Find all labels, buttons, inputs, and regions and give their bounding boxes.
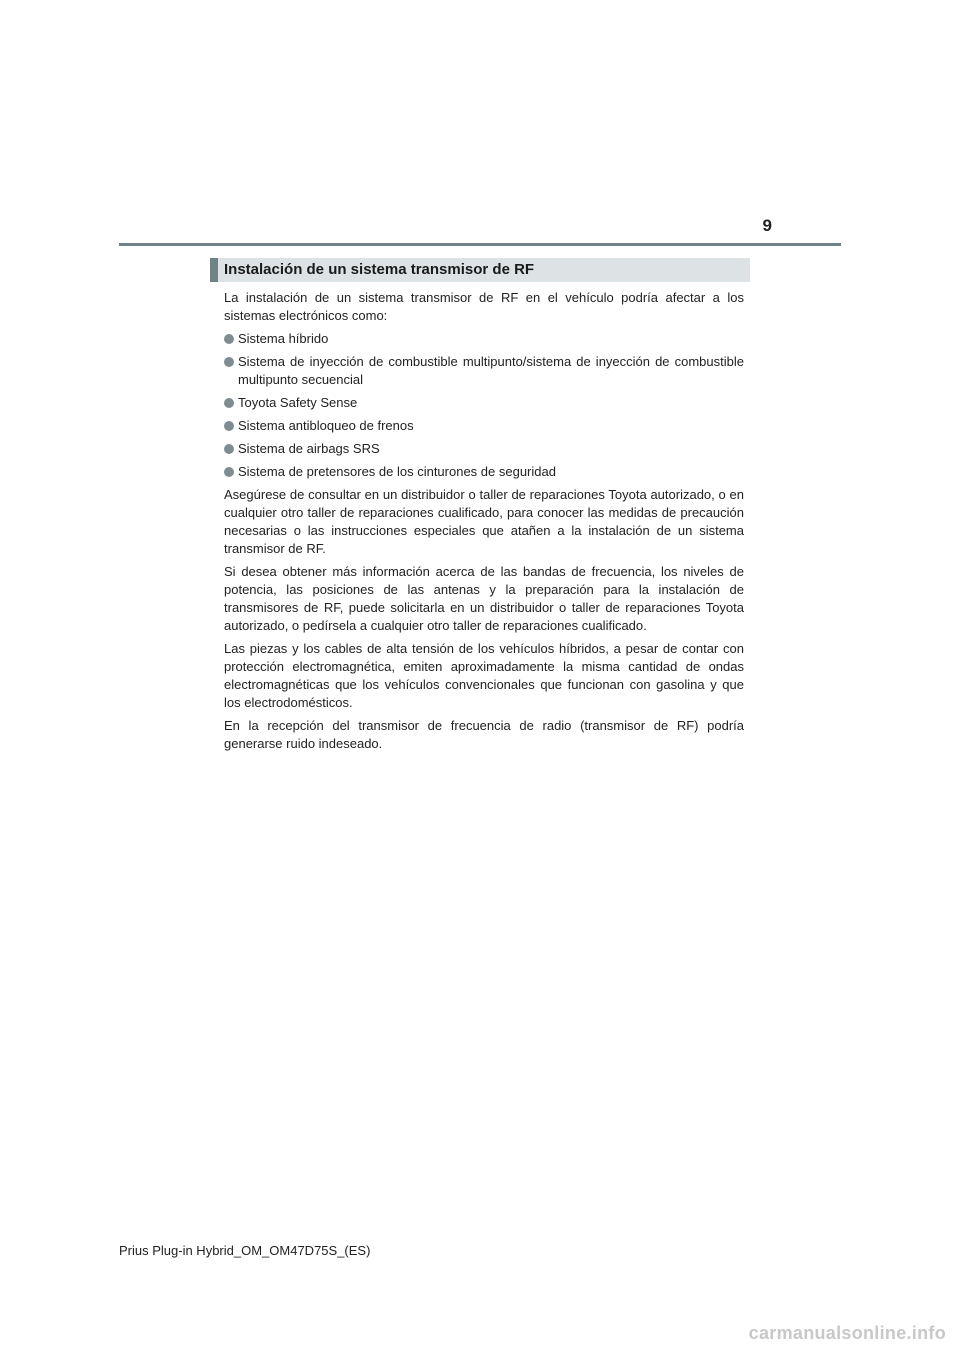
body-content xyxy=(224,289,744,758)
footer-doc-id: Prius Plug-in Hybrid_OM_OM47D75S_(ES) xyxy=(119,1243,371,1258)
bullet-list xyxy=(224,330,744,481)
list-item-text: Sistema antibloqueo de frenos xyxy=(238,418,414,433)
list-item xyxy=(224,440,744,458)
header-rule xyxy=(119,243,841,246)
watermark: carmanualsonline.info xyxy=(748,1323,946,1343)
list-item-text: Sistema de pretensores de los cinturones de seguridad xyxy=(238,464,556,479)
paragraph-consult: Asegúrese de consultar en un distribuidor o taller de reparaciones Toyota autorizado, o en cualquier otro taller de reparaciones cualificado, para conocer las medidas de precaución necesarias o las instrucciones especiales que atañen a la instalación de un sistema transmisor de RF. xyxy=(224,487,744,556)
section-heading: Instalación de un sistema transmisor de RF xyxy=(210,258,750,282)
list-item xyxy=(224,463,744,481)
list-item-text: Toyota Safety Sense xyxy=(238,395,358,410)
list-item xyxy=(224,330,744,348)
list-item-text: Sistema de inyección de combustible multipunto/sistema de inyección de combustible multipunto secuencial xyxy=(238,354,744,387)
list-item-text: Sistema de airbags SRS xyxy=(238,441,380,456)
list-item xyxy=(224,417,744,435)
intro-paragraph: La instalación de un sistema transmisor de RF en el vehículo podría afectar a los sistemas electrónicos como: xyxy=(224,290,744,323)
bullet-icon xyxy=(224,334,234,344)
paragraph-frequency-info: Si desea obtener más información acerca de las bandas de frecuencia, los niveles de potencia, las posiciones de las antenas y la preparación para la instalación de transmisores de RF, puede solicitarla en un distribuidor o taller de reparaciones Toyota autorizado, o pedírsela a cualquier otro taller de reparaciones cualificado. xyxy=(224,564,744,633)
paragraph-hybrid-cables: Las piezas y los cables de alta tensión de los vehículos híbridos, a pesar de contar con protección electromagnética, emiten aproximadamente la misma cantidad de ondas electromagnéticas que los vehículos convencionales que funcionan con gasolina y que los electrodomésticos. xyxy=(224,641,744,710)
bullet-icon xyxy=(224,421,234,431)
paragraph-noise: En la recepción del transmisor de frecuencia de radio (transmisor de RF) podría generarse ruido indeseado. xyxy=(224,718,744,751)
bullet-icon xyxy=(224,467,234,477)
page-number: 9 xyxy=(762,216,772,235)
list-item xyxy=(224,394,744,412)
bullet-icon xyxy=(224,398,234,408)
bullet-icon xyxy=(224,357,234,367)
list-item xyxy=(224,353,744,389)
list-item-text: Sistema híbrido xyxy=(238,331,329,346)
bullet-icon xyxy=(224,444,234,454)
